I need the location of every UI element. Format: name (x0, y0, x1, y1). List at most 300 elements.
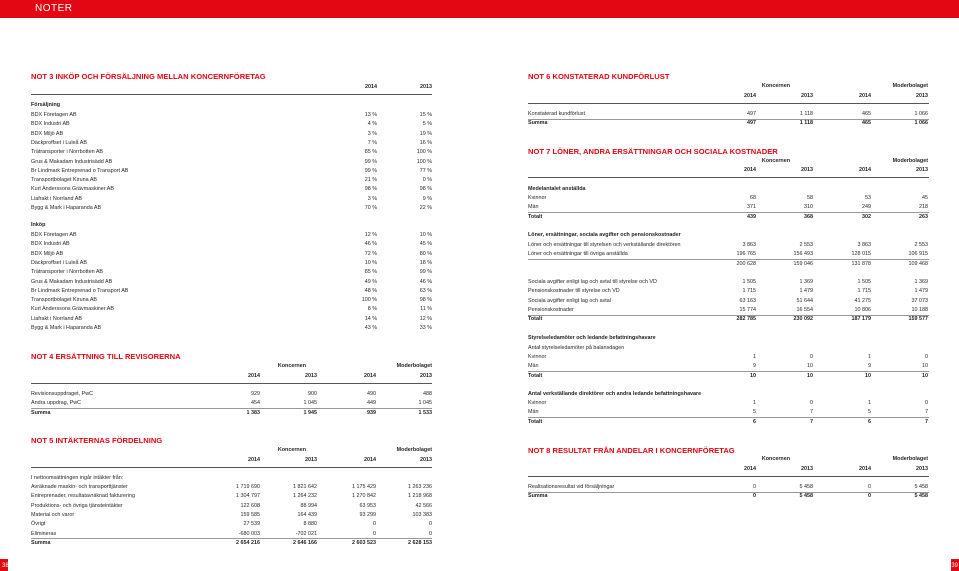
table-row (31, 158, 432, 167)
row-value: 18 % (419, 259, 432, 266)
row-value: 5 (753, 409, 756, 416)
table-row (528, 408, 928, 417)
year-header: 2014 (248, 373, 260, 379)
row-value: 156 493 (793, 251, 813, 258)
row-value: 80 % (419, 250, 432, 257)
row-value: 9 (753, 363, 756, 370)
row-value: 48 % (364, 287, 377, 294)
table-row (528, 287, 928, 296)
table-row (31, 176, 432, 185)
row-value: 0 (925, 354, 928, 360)
row-label: Pensionskostnader (528, 306, 574, 313)
row-value: 0 (810, 400, 813, 406)
row-value: 1 118 (799, 111, 813, 117)
row-label: Löner och ersättningar till övriga anställda (528, 251, 628, 258)
row-label: Produktions- och övriga tjänsteintäkter (31, 502, 123, 509)
row-value: 0 (868, 493, 871, 500)
row-value: 63 163 (739, 297, 756, 304)
row-value: 164 439 (297, 511, 317, 518)
row-label: Summa (31, 539, 51, 546)
row-label: Summa (528, 493, 548, 500)
row-value: 282 785 (736, 316, 756, 323)
row-label: BDX Miljö AB (31, 130, 64, 137)
table-row (31, 511, 432, 520)
group-koncernen: Koncernen (761, 83, 790, 89)
board-subheading: Antal styrelseledamöter på balansdagen (528, 345, 625, 351)
row-value: 10 (807, 363, 813, 370)
header-band (0, 0, 959, 18)
row-value: 439 (747, 213, 756, 220)
row-value: 1 263 236 (408, 484, 432, 490)
row-value: 497 (747, 111, 756, 117)
row-label: Transportbolaget Kiruna AB (31, 177, 98, 184)
group-moderbolaget: Moderbolaget (396, 363, 432, 369)
table-row (528, 260, 928, 269)
row-value: 10 806 (854, 306, 871, 313)
row-value: 1 304 797 (236, 493, 260, 500)
row-value: 1 369 (799, 279, 813, 285)
rule (528, 476, 929, 477)
row-value: 46 % (419, 278, 432, 285)
row-value: 5 458 (914, 493, 928, 500)
row-value: 131 878 (851, 260, 871, 267)
row-value: 900 (308, 391, 317, 397)
rule (528, 119, 929, 120)
row-value: 449 (367, 400, 376, 407)
row-value: 6 (753, 418, 756, 425)
row-value: 10 (807, 372, 813, 379)
row-value: 70 % (364, 205, 377, 211)
sales-heading: Försäljning (31, 102, 61, 108)
year-header: 2013 (305, 457, 317, 463)
row-value: 14 % (364, 315, 377, 322)
row-value: 46 % (364, 241, 377, 248)
table-row (528, 278, 928, 287)
row-value: 2 603 523 (352, 539, 376, 546)
note4-title: NOT 4 ERSÄTTNING TILL REVISORERNA (31, 352, 181, 361)
table-row (528, 372, 928, 381)
row-value: 93 299 (359, 511, 376, 518)
row-value: 85 % (364, 269, 377, 276)
table-row (528, 353, 928, 362)
row-value: 7 (925, 409, 928, 416)
table-row (31, 324, 432, 333)
row-value: 68 (750, 195, 756, 201)
row-value: 1 945 (303, 409, 317, 416)
row-value: 1 505 (857, 279, 871, 285)
row-value: 15 % (419, 112, 432, 118)
row-label: Kurt Anderssons Grävmaskiner AB (31, 306, 114, 313)
section-title: NOTER (35, 3, 73, 14)
row-value: 371 (747, 204, 756, 211)
row-value: 128 015 (851, 251, 871, 258)
row-value: 1 218 968 (408, 493, 432, 500)
row-label: Män (528, 363, 539, 370)
row-label: BDX Miljö AB (31, 250, 64, 257)
row-value: 99 % (364, 167, 377, 174)
row-label: BDX Industri AB (31, 121, 70, 128)
row-value: 3 863 (742, 242, 756, 248)
row-value: 99 % (364, 158, 377, 165)
year-header: 2013 (916, 167, 928, 173)
row-value: 63 % (419, 287, 432, 294)
table-row (31, 409, 432, 418)
table-row (31, 268, 432, 277)
row-value: 263 (919, 213, 928, 220)
year-header: 2014 (365, 84, 377, 90)
row-value: 5 % (422, 121, 432, 128)
row-label: BDX Industri AB (31, 241, 70, 248)
table-row (528, 213, 928, 222)
row-value: 10 (750, 372, 756, 379)
rule (528, 492, 929, 493)
table-row (528, 315, 928, 324)
table-row (31, 483, 432, 492)
row-value: 7 % (367, 139, 377, 146)
table-row (31, 520, 432, 529)
table-row (528, 297, 928, 306)
row-value: 13 % (364, 112, 377, 118)
table-row (31, 240, 432, 249)
row-label: Br Lindmark Entreprenad o Transport AB (31, 167, 129, 174)
row-value: 159 577 (908, 316, 928, 323)
row-value: 465 (862, 120, 871, 127)
page-number-left: 38 (2, 563, 9, 569)
row-label: Summa (528, 120, 548, 127)
table-row (31, 139, 432, 148)
row-value: 122 608 (240, 502, 260, 509)
page-number-right: 39 (951, 563, 958, 569)
table-row (528, 194, 928, 203)
table-row (31, 502, 432, 511)
row-label: Däckproffset i Luleå AB (31, 259, 87, 266)
row-value: 0 (753, 484, 756, 490)
row-value: 103 383 (412, 511, 432, 518)
year-header: 2013 (801, 93, 813, 99)
row-value: 10 (922, 363, 928, 370)
row-value: 33 % (419, 325, 432, 331)
row-value: 2 553 (914, 242, 928, 248)
row-value: 187 179 (851, 316, 871, 323)
row-value: 929 (251, 391, 260, 397)
row-value: 49 % (364, 278, 377, 285)
row-value: 0 (753, 493, 756, 500)
row-label: Bygg & Mark i Haparanda AB (31, 205, 102, 211)
row-value: 1 175 429 (352, 484, 376, 490)
row-label: Pensionskostnader till styrelse och VD (528, 288, 620, 295)
row-value: 159 046 (793, 260, 813, 267)
row-value: 37 073 (911, 297, 928, 304)
table-row (528, 241, 928, 250)
row-value: 15 774 (739, 306, 756, 313)
row-value: 0 % (422, 177, 432, 184)
row-value: 218 (919, 204, 928, 211)
row-value: 88 994 (300, 502, 317, 509)
row-value: 7 (925, 418, 928, 425)
table-row (31, 278, 432, 287)
executives-heading: Antal verkställande direktörer och andra ledande befattningshavare (528, 391, 702, 397)
table-row (31, 539, 432, 548)
row-value: 98 % (364, 186, 377, 193)
table-row (31, 185, 432, 194)
row-value: 8 % (367, 306, 377, 313)
row-value: 1 (868, 400, 871, 406)
note8-title: NOT 8 RESULTAT FRÅN ANDELAR I KONCERNFÖRETAG (528, 446, 735, 455)
row-value: 100 % (361, 297, 377, 304)
group-koncernen: Koncernen (277, 363, 306, 369)
row-value: 1 479 (799, 288, 813, 295)
group-moderbolaget: Moderbolaget (892, 158, 928, 164)
row-value: 1 (753, 400, 756, 406)
row-value: 53 (865, 195, 871, 201)
row-value: 1 715 (857, 288, 871, 295)
table-row (31, 250, 432, 259)
row-value: 1 533 (418, 409, 432, 416)
rule (31, 383, 432, 384)
table-row (31, 167, 432, 176)
table-row (31, 204, 432, 213)
rule (31, 94, 432, 95)
row-value: 2 654 216 (236, 539, 260, 546)
row-value: 2 628 153 (408, 539, 432, 546)
table-row (31, 287, 432, 296)
row-label: Realisationsresultat vid försäljningar (528, 484, 615, 490)
row-label: Män (528, 204, 539, 211)
row-value: 230 092 (793, 316, 813, 323)
row-label: Totalt (528, 418, 543, 425)
year-header: 2013 (305, 373, 317, 379)
row-value: 2 553 (799, 242, 813, 248)
group-moderbolaget: Moderbolaget (892, 456, 928, 462)
row-label: Konstaterad kundförlust (528, 111, 585, 117)
row-value: 0 (429, 530, 432, 537)
table-row (528, 119, 928, 128)
note6-title: NOT 6 KONSTATERAD KUNDFÖRLUST (528, 72, 670, 81)
row-label: Sociala avgifter enligt lag och avtal (528, 297, 612, 304)
row-value: 1 (868, 354, 871, 360)
rule (528, 177, 929, 178)
row-label: Trätransporter i Norrbotten AB (31, 149, 104, 156)
row-value: 3 863 (857, 242, 871, 248)
row-label: Transportbolaget Kiruna AB (31, 297, 98, 304)
row-label: Kurt Anderssons Grävmaskiner AB (31, 186, 114, 193)
row-value: 8 880 (303, 521, 317, 528)
year-header: 2014 (744, 167, 756, 173)
row-value: 1 719 690 (236, 484, 260, 490)
rule (528, 417, 929, 418)
row-value: 1 066 (914, 111, 928, 117)
table-row (31, 148, 432, 157)
row-value: 10 % (419, 232, 432, 238)
year-header: 2013 (801, 167, 813, 173)
group-koncernen: Koncernen (277, 447, 306, 453)
table-row (528, 418, 928, 427)
board-heading: Styrelseledamöter och ledande befattningshavare (528, 335, 656, 341)
row-value: 9 (868, 363, 871, 370)
row-label: Däckproffset i Luleå AB (31, 139, 87, 146)
row-value: 1 715 (742, 288, 756, 295)
table-row (528, 399, 928, 408)
row-value: 249 (862, 204, 871, 211)
table-row (31, 399, 432, 408)
table-row (528, 492, 928, 501)
row-value: 1 118 (799, 120, 813, 127)
year-header: 2013 (916, 93, 928, 99)
row-value: 10 188 (911, 306, 928, 313)
row-value: 99 % (419, 269, 432, 276)
table-row (528, 483, 928, 492)
year-header: 2013 (420, 84, 432, 90)
row-label: Grus & Makadam Industrisädd AB (31, 278, 113, 285)
group-koncernen: Koncernen (761, 158, 790, 164)
row-value: 27 539 (243, 521, 260, 528)
row-value: 19 % (419, 130, 432, 137)
row-value: 100 % (416, 158, 432, 165)
row-value: 465 (862, 111, 871, 117)
row-value: 51 644 (796, 297, 813, 304)
row-value: 16 554 (796, 306, 813, 313)
table-row (31, 195, 432, 204)
row-label: Grus & Makadam Industrisädd AB (31, 158, 113, 165)
group-moderbolaget: Moderbolaget (892, 83, 928, 89)
year-header: 2014 (859, 466, 871, 472)
row-value: 45 % (419, 241, 432, 248)
salaries-heading: Löner, ersättningar, sociala avgifter och pensionskostnader (528, 232, 681, 238)
row-label: Bygg & Mark i Haparanda AB (31, 325, 102, 331)
row-value: 1 045 (303, 400, 317, 407)
row-value: 85 % (364, 149, 377, 156)
row-value: 98 % (419, 297, 432, 304)
row-value: 1 270 842 (352, 493, 376, 500)
row-value: 9 % (422, 195, 432, 202)
row-value: 488 (423, 391, 432, 397)
row-value: 1 045 (418, 400, 432, 407)
row-value: 1 (753, 354, 756, 360)
row-value: 3 % (367, 130, 377, 137)
year-header: 2013 (420, 457, 432, 463)
table-row (31, 120, 432, 129)
row-value: 490 (367, 391, 376, 397)
row-label: Andra uppdrag, PwC (31, 400, 82, 407)
row-value: 12 % (419, 315, 432, 322)
row-label: Totalt (528, 372, 543, 379)
table-row (528, 362, 928, 371)
row-label: Trätransporter i Norrbotten AB (31, 269, 104, 276)
table-row (31, 492, 432, 501)
row-value: 1 479 (914, 288, 928, 295)
table-row (528, 250, 928, 259)
row-value: 196 765 (736, 251, 756, 258)
rule (528, 259, 929, 260)
row-value: 21 % (364, 177, 377, 184)
row-label: Liafrakt i Norrland AB (31, 315, 82, 322)
note3-title: NOT 3 INKÖP OCH FÖRSÄLJNING MELLAN KONCERNFÖRETAG (31, 72, 266, 81)
note7-title: NOT 7 LÖNER, ANDRA ERSÄTTNINGAR OCH SOCIALA KOSTNADER (528, 147, 778, 156)
row-value: 109 468 (908, 260, 928, 267)
row-value: 939 (367, 409, 376, 416)
row-label: Kvinnor (528, 195, 547, 201)
row-value: 1 383 (246, 409, 260, 416)
row-label: Liafrakt i Norrland AB (31, 195, 82, 202)
row-value: 3 % (367, 195, 377, 202)
row-value: 77 % (419, 167, 432, 174)
row-value: 5 458 (799, 484, 813, 490)
row-value: 45 (922, 195, 928, 201)
group-koncernen: Koncernen (761, 456, 790, 462)
row-value: 43 % (364, 325, 377, 331)
row-value: 1 505 (742, 279, 756, 285)
row-label: BDX Företagen AB (31, 112, 77, 118)
rule (31, 538, 432, 539)
row-label: Br Lindmark Entreprenad o Transport AB (31, 287, 129, 294)
rule (528, 371, 929, 372)
row-value: 0 (373, 521, 376, 528)
year-header: 2014 (859, 93, 871, 99)
row-label: Elimineras (31, 530, 57, 537)
row-value: 0 (373, 530, 376, 537)
year-header: 2014 (744, 466, 756, 472)
year-header: 2013 (801, 466, 813, 472)
year-header: 2014 (859, 167, 871, 173)
employees-heading: Medelantalet anställda (528, 186, 586, 192)
row-label: BDX Företagen AB (31, 232, 77, 238)
row-label: Summa (31, 409, 51, 416)
rule (31, 408, 432, 409)
row-value: 0 (868, 484, 871, 490)
row-value: 58 (807, 195, 813, 201)
row-label: Totalt (528, 213, 543, 220)
row-value: 12 % (364, 232, 377, 238)
row-value: 1 264 232 (293, 493, 317, 500)
year-header: 2013 (420, 373, 432, 379)
row-value: 11 % (420, 306, 432, 313)
group-moderbolaget: Moderbolaget (396, 447, 432, 453)
row-value: 5 458 (799, 493, 813, 500)
table-row (31, 231, 432, 240)
row-label: Kvinnor (528, 354, 547, 360)
note5-title: NOT 5 INTÄKTERNAS FÖRDELNING (31, 436, 163, 445)
rule (528, 212, 929, 213)
row-value: 4 % (367, 121, 377, 128)
table-row (31, 111, 432, 120)
row-label: Entreprenader, resultatavräknad fakturering (31, 493, 135, 500)
row-label: Kvinnor (528, 400, 547, 406)
row-value: 497 (747, 120, 756, 127)
year-header: 2014 (248, 457, 260, 463)
row-label: Avräknade maskin- och transporttjänster (31, 484, 128, 490)
row-value: 106 915 (908, 251, 928, 258)
row-label: Sociala avgifter enligt lag och avtal till styrelse och VD (528, 279, 657, 285)
row-value: 41 275 (854, 297, 871, 304)
table-row (31, 305, 432, 314)
row-value: 1 066 (914, 120, 928, 127)
row-value: 310 (804, 204, 813, 211)
table-row (528, 203, 928, 212)
rule (528, 103, 929, 104)
row-value: 22 % (419, 205, 432, 211)
row-value: 16 % (419, 139, 432, 146)
year-header: 2014 (364, 457, 376, 463)
row-value: 10 (865, 372, 871, 379)
row-value: 2 646 166 (293, 539, 317, 546)
row-value: 10 % (364, 259, 377, 266)
row-value: 5 458 (914, 484, 928, 490)
row-value: -702 021 (295, 530, 317, 537)
table-row (31, 390, 432, 399)
purchase-heading: Inköp (31, 222, 46, 228)
table-row (31, 130, 432, 139)
table-row (528, 306, 928, 315)
